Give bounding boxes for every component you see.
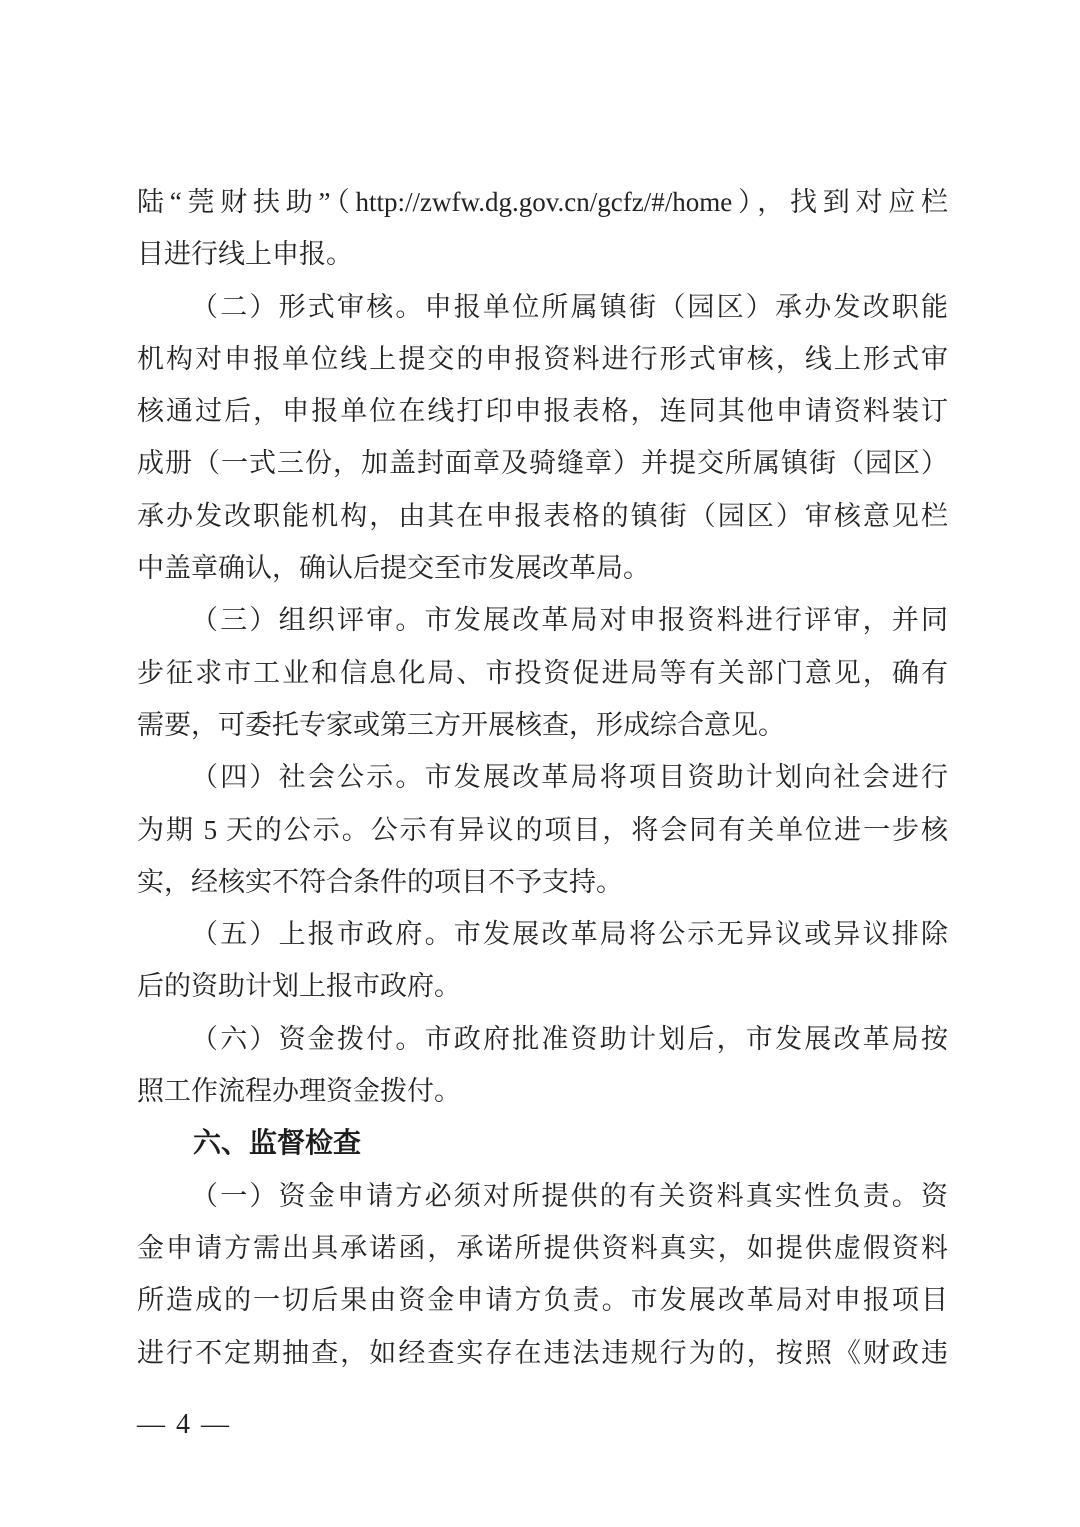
text-line: 照工作流程办理资金拨付。 bbox=[137, 1076, 461, 1107]
page-number: — 4 — bbox=[137, 1409, 231, 1440]
text-line: 承办发改职能机构，由其在申报表格的镇街（园区）审核意见栏 bbox=[137, 500, 948, 531]
text-line: 实，经核实不符合条件的项目不予支持。 bbox=[137, 866, 623, 897]
text-line: 中盖章确认，确认后提交至市发展改革局。 bbox=[137, 553, 650, 584]
text-line: 所造成的一切后果由资金申请方负责。市发展改革局对申报项目 bbox=[137, 1285, 948, 1316]
text-line: 成册（一式三份，加盖封面章及骑缝章）并提交所属镇街（园区） bbox=[137, 448, 948, 479]
document-body bbox=[137, 176, 948, 1379]
text-line-item-6: （六）资金拨付。市政府批准资助计划后，市发展改革局按 bbox=[191, 1023, 948, 1054]
text-line: 目进行线上申报。 bbox=[137, 239, 353, 270]
text-line: 需要，可委托专家或第三方开展核查，形成综合意见。 bbox=[137, 709, 785, 740]
text-line: 核通过后，申报单位在线打印申报表格，连同其他申请资料装订 bbox=[137, 396, 948, 427]
text-line: 进行不定期抽查，如经查实存在违法违规行为的，按照《财政违 bbox=[137, 1337, 948, 1368]
text-line: 金申请方需出具承诺函，承诺所提供资料真实，如提供虚假资料 bbox=[137, 1232, 948, 1263]
text-line-item-5: （五）上报市政府。市发展改革局将公示无异议或异议排除 bbox=[191, 919, 948, 950]
text-line: 机构对申报单位线上提交的申报资料进行形式审核，线上形式审 bbox=[137, 343, 948, 374]
text-line: 步征求市工业和信息化局、市投资促进局等有关部门意见，确有 bbox=[137, 657, 948, 688]
text-line-item-2: （二）形式审核。申报单位所属镇街（园区）承办发改职能 bbox=[191, 291, 948, 322]
text-line: 为期 5 天的公示。公示有异议的项目，将会同有关单位进一步核 bbox=[137, 814, 948, 845]
text-line-url: 陆“莞财扶助”（http://zwfw.dg.gov.cn/gcfz/#/home），找到对应栏 bbox=[137, 187, 948, 217]
text-line-item-4: （四）社会公示。市发展改革局将项目资助计划向社会进行 bbox=[191, 762, 948, 793]
text-line-item-1: （一）资金申请方必须对所提供的有关资料真实性负责。资 bbox=[191, 1180, 948, 1211]
section-heading: 六、监督检查 bbox=[193, 1127, 362, 1159]
text-line-item-3: （三）组织评审。市发展改革局对申报资料进行评审，并同 bbox=[191, 605, 948, 636]
text-line: 后的资助计划上报市政府。 bbox=[137, 971, 461, 1002]
